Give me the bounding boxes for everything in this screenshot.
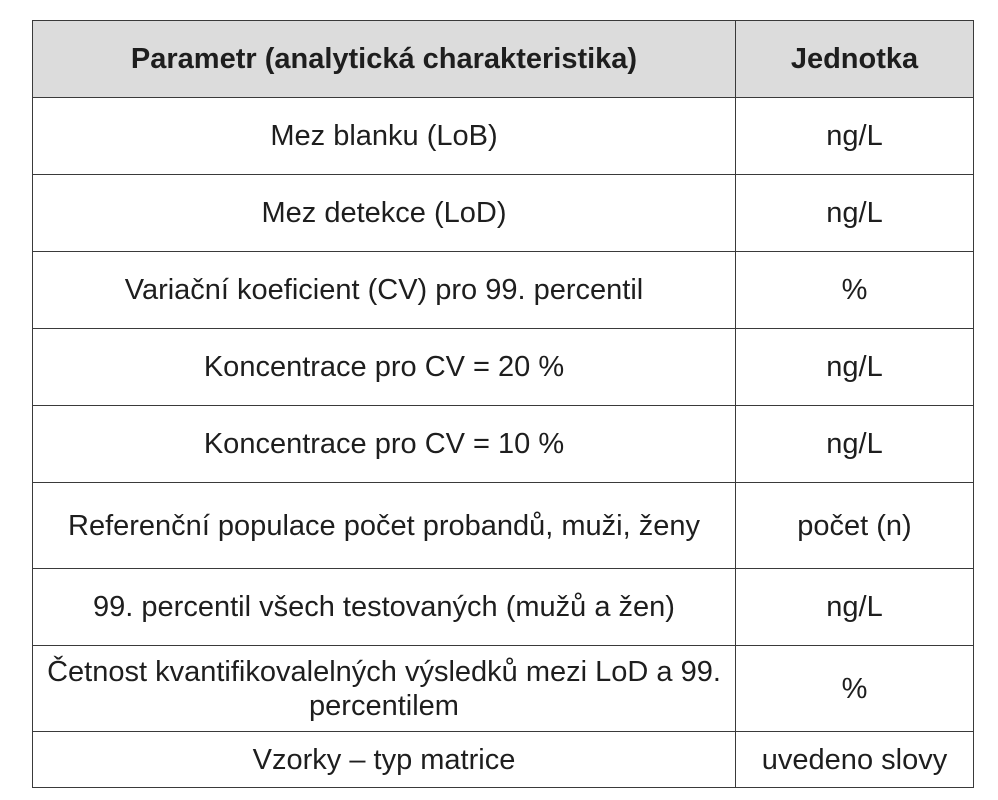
unit-cell: ng/L	[736, 175, 974, 252]
table-row	[33, 329, 974, 406]
table-row	[33, 406, 974, 483]
parameter-cell: Mez detekce (LoD)	[33, 175, 736, 252]
parameter-cell: Mez blanku (LoB)	[33, 98, 736, 175]
header-parameter: Parametr (analytická charakteristika)	[33, 21, 736, 98]
table-header-row	[33, 21, 974, 98]
unit-cell: ng/L	[736, 98, 974, 175]
parameter-cell: Koncentrace pro CV = 20 %	[33, 329, 736, 406]
parameter-cell: Koncentrace pro CV = 10 %	[33, 406, 736, 483]
parameter-cell: Referenční populace počet probandů, muži, ženy	[33, 483, 736, 569]
table-row	[33, 646, 974, 732]
parameter-cell: Četnost kvantifikovalelných výsledků mezi LoD a 99. percentilem	[33, 646, 736, 732]
analytical-parameters-table	[32, 20, 974, 788]
table-row	[33, 252, 974, 329]
unit-cell: počet (n)	[736, 483, 974, 569]
unit-cell: ng/L	[736, 329, 974, 406]
header-unit: Jednotka	[736, 21, 974, 98]
table-row	[33, 732, 974, 788]
unit-cell: ng/L	[736, 406, 974, 483]
table-row	[33, 98, 974, 175]
unit-cell: uvedeno slovy	[736, 732, 974, 788]
unit-cell: %	[736, 646, 974, 732]
table-row	[33, 175, 974, 252]
parameter-cell: Variační koeficient (CV) pro 99. percentil	[33, 252, 736, 329]
unit-cell: %	[736, 252, 974, 329]
parameter-cell: Vzorky – typ matrice	[33, 732, 736, 788]
parameter-cell: 99. percentil všech testovaných (mužů a žen)	[33, 569, 736, 646]
table-row	[33, 569, 974, 646]
unit-cell: ng/L	[736, 569, 974, 646]
table-row	[33, 483, 974, 569]
